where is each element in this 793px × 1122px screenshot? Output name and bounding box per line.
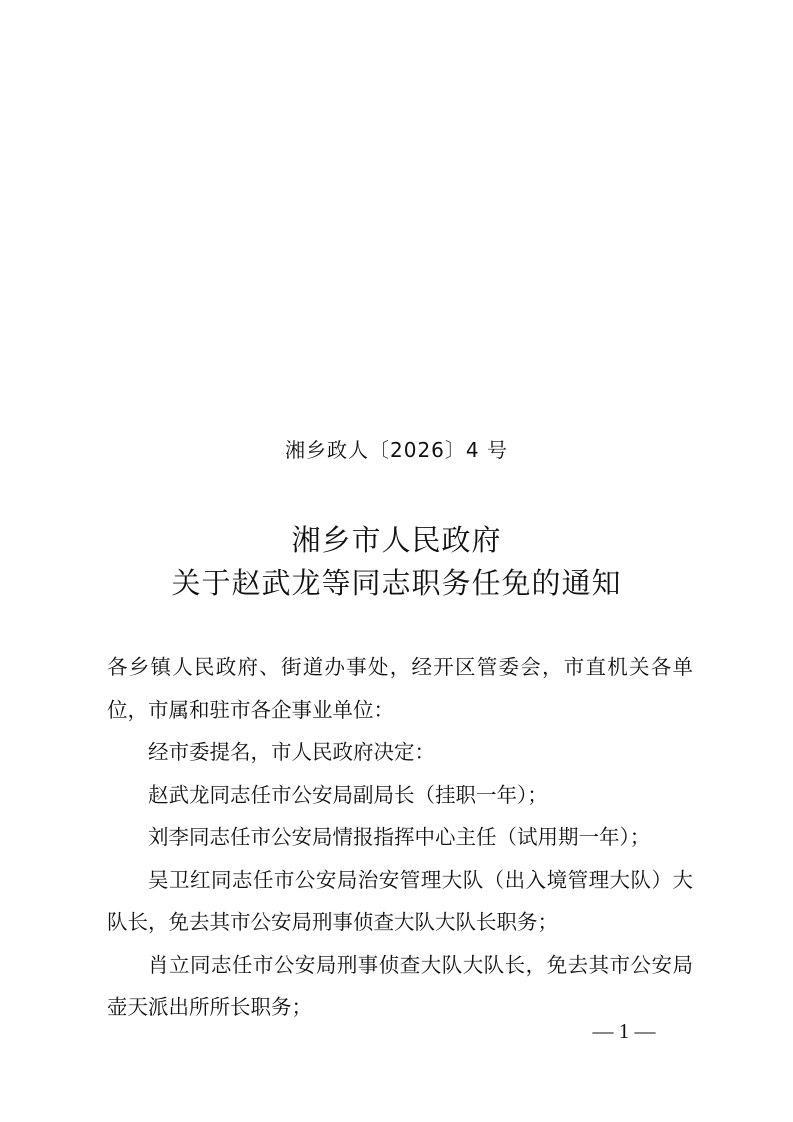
paragraph-appointment-4: 肖立同志任市公安局刑事侦查大队大队长，免去其市公安局壶天派出所所长职务； xyxy=(107,952,693,1019)
paragraph-appointment-3: 吴卫红同志任市公安局治安管理大队（出入境管理大队）大队长，免去其市公安局刑事侦查大队大队长职务； xyxy=(107,867,693,934)
paragraph-appointment-2: 刘李同志任市公安局情报指挥中心主任（试用期一年）； xyxy=(148,825,651,849)
paragraph-appointment-1: 赵武龙同志任市公安局副局长（挂职一年）； xyxy=(148,782,548,807)
document-title-line1: 湘乡市人民政府 xyxy=(291,523,502,557)
document-title-line2: 关于赵武龙等同志职务任免的通知 xyxy=(171,566,622,600)
addressee: 各乡镇人民政府、街道办事处，经开区管委会，市直机关各单位，市属和驻市各企事业单位： xyxy=(107,655,693,722)
paragraph-decision: 经市委提名，市人民政府决定： xyxy=(148,740,435,764)
document-number: 湘乡政人〔2026〕4 号 xyxy=(285,438,508,462)
document-body xyxy=(107,646,693,1029)
page-number: — 1 — xyxy=(592,1019,656,1043)
